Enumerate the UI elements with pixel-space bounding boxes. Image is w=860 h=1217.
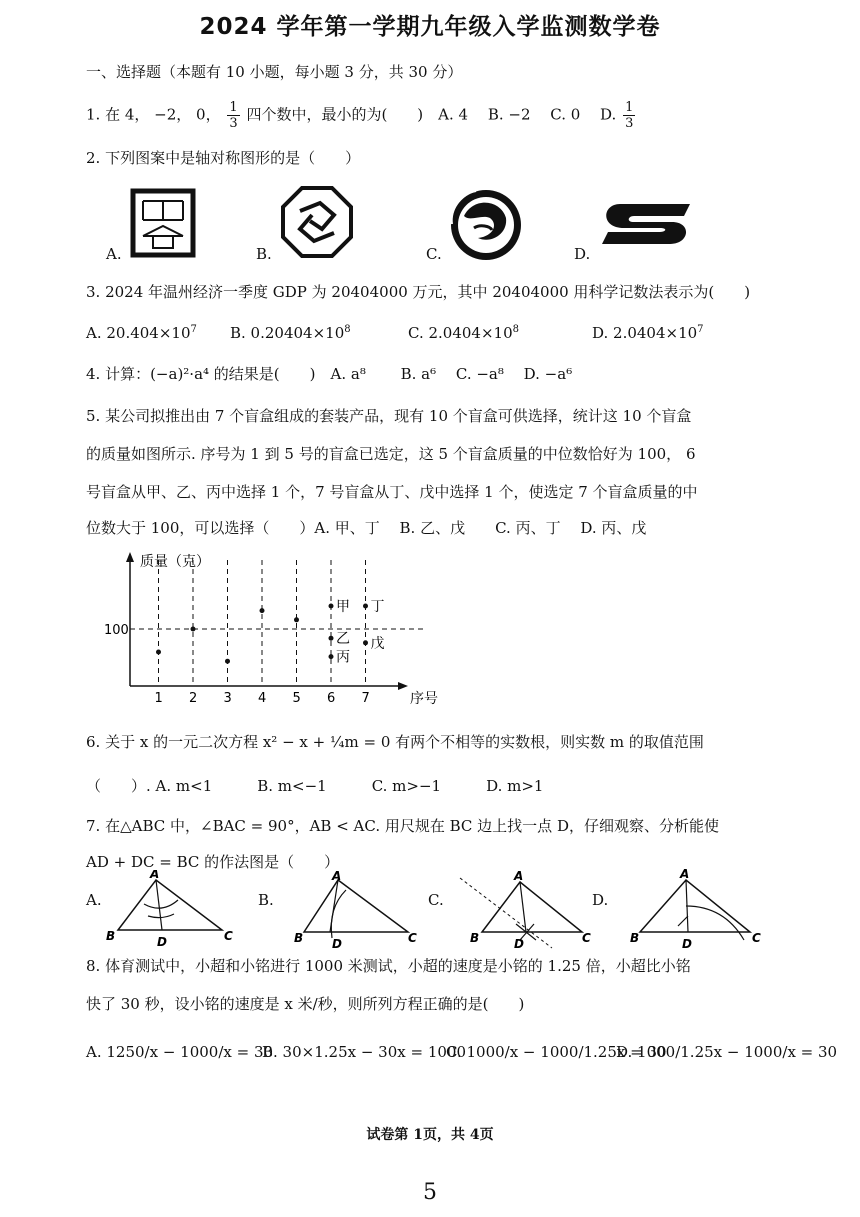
q7-option-a-label: A. bbox=[86, 891, 102, 909]
point-label: 丁 bbox=[370, 599, 385, 615]
point-label: 丙 bbox=[336, 649, 350, 666]
x-tick-label: 5 bbox=[292, 691, 301, 706]
page-title: 2024 学年第一学期九年级入学监测数学卷 bbox=[199, 14, 661, 40]
data-point bbox=[329, 636, 334, 641]
q3-option-c: C. $2.0404\times 10^8$ bbox=[408, 324, 519, 342]
q2-figure-b bbox=[280, 185, 354, 259]
q2-figure-c bbox=[446, 186, 528, 264]
x-tick-label: 4 bbox=[258, 691, 267, 706]
question-2: 2. 下列图案中是轴对称图形的是（ ） bbox=[86, 149, 361, 167]
y-axis-arrow bbox=[126, 552, 134, 562]
q1-options: 四个数中，最小的为( ) A. 4 B. −2 C. 0 D. bbox=[246, 105, 617, 124]
svg-text:B: B bbox=[106, 929, 116, 943]
section-heading: 一、选择题（本题有 10 小题，每小题 3 分，共 30 分） bbox=[86, 63, 463, 81]
svg-text:D: D bbox=[682, 937, 692, 950]
q7-figure-c bbox=[456, 868, 596, 952]
x-tick-label: 2 bbox=[189, 691, 198, 706]
question-5-line-2: 的质量如图所示. 序号为 1 到 5 号的盲盒已选定，这 5 个盲盒质量的中位数恰好为 100， 6 bbox=[86, 445, 696, 463]
page-number: 5 bbox=[423, 1180, 437, 1205]
q7-figure-d bbox=[628, 866, 768, 950]
y-axis-label: 质量（克） bbox=[140, 554, 210, 570]
point-label: 乙 bbox=[336, 631, 350, 648]
mass-chart bbox=[96, 548, 456, 713]
svg-text:A: A bbox=[514, 869, 524, 883]
svg-text:A: A bbox=[680, 867, 690, 881]
svg-text:C: C bbox=[408, 931, 417, 945]
q8-option-a: A. 1250/x − 1000/x = 30 bbox=[86, 1043, 274, 1061]
q8-option-c: C. 1000/x − 1000/1.25x = 30 bbox=[446, 1043, 667, 1061]
data-point bbox=[191, 627, 196, 632]
question-4: 4. 计算：(−a)²·a⁴ 的结果是( ) A. a⁸ B. a⁶ C. −a⁸ D. −a⁶ bbox=[86, 365, 573, 383]
svg-text:A: A bbox=[332, 870, 342, 883]
q1-option-d-fraction: $\frac{1}{3}$ bbox=[625, 100, 634, 131]
q8-option-d: D. 1000/1.25x − 1000/x = 30 bbox=[616, 1043, 838, 1061]
q3-option-d: D. $2.0404\times 10^7$ bbox=[592, 324, 704, 342]
svg-text:C: C bbox=[224, 929, 233, 943]
question-7-line-1: 7. 在△ABC 中，∠BAC = 90°，AB < AC. 用尺规在 BC 边上找一点 D，仔细观察、分析能使 bbox=[86, 817, 719, 835]
q1-prefix: 1. 在 4， −2， 0， bbox=[86, 105, 221, 124]
y-reference-label: 100 bbox=[104, 623, 129, 638]
svg-text:D: D bbox=[332, 937, 342, 950]
q2-figure-d bbox=[598, 200, 696, 248]
question-5-line-3: 号盲盒从甲、乙、丙中选择 1 个，7 号盲盒从丁、戊中选择 1 个，使选定 7 个盲盒质量的中 bbox=[86, 483, 698, 501]
data-point bbox=[225, 659, 230, 664]
svg-text:B: B bbox=[470, 931, 480, 945]
q7-figure-b bbox=[292, 870, 422, 950]
question-3: 3. 2024 年温州经济一季度 GDP 为 20404000 万元，其中 20404000 用科学记数法表示为( ) bbox=[86, 283, 751, 301]
svg-text:B: B bbox=[630, 931, 640, 945]
point-label: 戊 bbox=[370, 635, 385, 652]
x-tick-label: 7 bbox=[361, 691, 370, 706]
data-point bbox=[329, 654, 334, 659]
x-tick-label: 3 bbox=[223, 691, 232, 706]
x-tick-label: 6 bbox=[327, 691, 336, 706]
q2-option-c-label: C. bbox=[426, 245, 442, 263]
question-8-line-1: 8. 体育测试中，小超和小铭进行 1000 米测试，小超的速度是小铭的 1.25 倍，小超比小铭 bbox=[86, 957, 691, 975]
q1-fraction: $\frac{1}{3}$ bbox=[229, 100, 238, 131]
q7-option-d-label: D. bbox=[592, 891, 609, 909]
svg-text:C: C bbox=[582, 931, 591, 945]
q7-option-b-label: B. bbox=[258, 891, 274, 909]
data-point bbox=[363, 640, 368, 645]
question-6-line-2: （ ）. A. m<1 B. m<−1 C. m>−1 D. m>1 bbox=[86, 777, 544, 795]
question-6-line-1: 6. 关于 x 的一元二次方程 x² − x + ¼m = 0 有两个不相等的实数根，则实数 m 的取值范围 bbox=[86, 733, 704, 751]
svg-text:D: D bbox=[514, 937, 524, 951]
svg-text:B: B bbox=[294, 931, 304, 945]
data-point bbox=[363, 604, 368, 609]
svg-text:A: A bbox=[150, 870, 160, 881]
data-point bbox=[156, 650, 161, 655]
q2-option-d-label: D. bbox=[574, 245, 591, 263]
x-tick-label: 1 bbox=[154, 691, 163, 706]
question-5-line-1: 5. 某公司拟推出由 7 个盲盒组成的套装产品，现有 10 个盲盒可供选择，统计这 10 个盲盒 bbox=[86, 407, 692, 425]
q8-option-b: B. 30×1.25x − 30x = 1000 bbox=[262, 1043, 467, 1061]
q2-option-a-label: A. bbox=[106, 245, 122, 263]
svg-text:D: D bbox=[157, 935, 167, 949]
question-7-line-2: AD + DC = BC 的作法图是（ ） bbox=[86, 853, 340, 871]
q2-figure-a bbox=[130, 188, 196, 258]
q2-option-b-label: B. bbox=[256, 245, 272, 263]
x-axis-arrow bbox=[398, 682, 408, 690]
data-point bbox=[294, 617, 299, 622]
svg-text:C: C bbox=[752, 931, 761, 945]
data-point bbox=[260, 608, 265, 613]
question-8-line-2: 快了 30 秒，设小铭的速度是 x 米/秒，则所列方程正确的是( ) bbox=[86, 995, 525, 1013]
data-point bbox=[329, 604, 334, 609]
page-footer: 试卷第 1页，共 4页 bbox=[366, 1127, 494, 1143]
point-label: 甲 bbox=[336, 599, 350, 615]
question-5-line-4: 位数大于 100，可以选择（ ）A. 甲、丁 B. 乙、戊 C. 丙、丁 D. 丙、戊 bbox=[86, 519, 647, 537]
q3-option-b: B. $0.20404\times 10^8$ bbox=[230, 324, 351, 342]
q7-figure-a bbox=[104, 870, 234, 950]
x-axis-label: 序号 bbox=[410, 691, 438, 707]
q3-option-a: A. $20.404\times 10^7$ bbox=[86, 324, 197, 342]
q7-option-c-label: C. bbox=[428, 891, 444, 909]
question-1 bbox=[86, 100, 637, 131]
